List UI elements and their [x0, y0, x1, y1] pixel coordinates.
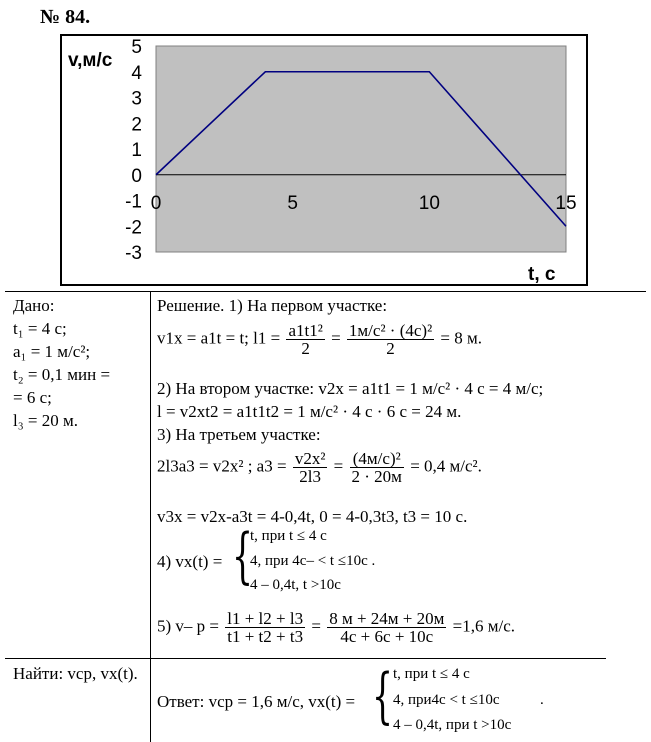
- find-line: Найти: vср, vx(t).: [13, 664, 138, 683]
- sol2-result: = 8 м.: [440, 328, 483, 348]
- y-tick-label: 2: [131, 114, 142, 136]
- given-l3: l₃ = 20 м.: [13, 411, 78, 430]
- y-tick-label: -3: [125, 243, 142, 264]
- sol6-result: = 0,4 м/с².: [410, 456, 482, 476]
- solution-line-7: v3x = v2x-a3t = 4-0,4t, 0 = 4-0,3t3, t3 = 10 c.: [157, 507, 468, 526]
- x-axis-label: t, c: [528, 264, 556, 285]
- x-tick-label: 5: [287, 192, 298, 214]
- y-tick-label: 3: [131, 88, 142, 110]
- y-tick-label: 1: [131, 140, 142, 161]
- answer-case-3: 4 – 0,4t, при t >10c: [393, 717, 512, 733]
- given-t2b: = 6 с;: [13, 388, 52, 407]
- answer-case-2: 4, при4c < t ≤10c: [393, 692, 500, 708]
- sol9-frac2: $\frac{8 м + 24м + 20м}{4c + 6c + 10c}$: [329, 609, 445, 646]
- solution-line-4: l = v2xt2 = a1t1t2 = 1 м/с² · 4 с · 6 с = 24 м.: [157, 402, 462, 421]
- vx-case-1: t, при t ≤ 4 c: [250, 528, 327, 544]
- sol6-text: 2l3a3 = v2x² ; a3 =: [157, 456, 287, 476]
- given-title: Дано:: [13, 296, 55, 315]
- y-tick-label: 4: [131, 62, 142, 84]
- plot-area: [156, 46, 566, 252]
- given-t1: t₁ = 4 с;: [13, 319, 67, 338]
- divider-top: [5, 291, 646, 292]
- divider-vertical: [150, 291, 151, 742]
- sol6-frac2: $\frac{\text{(4м/с)²}}{2 \cdot 20м}$: [351, 449, 402, 486]
- y-tick-labels: [125, 37, 142, 264]
- velocity-chart: [60, 34, 588, 286]
- answer-case-1: t, при t ≤ 4 c: [393, 666, 470, 682]
- sol2-text: v1x = a1t = t; l1 =: [157, 328, 281, 348]
- solution-line-5: 3) На третьем участке:: [157, 425, 321, 444]
- sol9-result: =1,6 м/с.: [452, 616, 516, 636]
- sol9-label: 5) v– p =: [157, 616, 219, 636]
- solution-line-3: 2) На втором участке: v2x = a1t1 = 1 м/с² · 4 с = 4 м/с;: [157, 379, 544, 398]
- sol6-frac1: $\frac{\text{v2x²}}{2l3}$: [294, 449, 326, 486]
- solution-line-2: v1x = a1t = t; l1 = $\frac{\text{a1t1²}}{2}$ = $\frac{\text{1м/с² · (4с)²}}{2}$ = 8 м.: [157, 321, 483, 358]
- brace-vx: {: [232, 521, 254, 591]
- sol2-frac1: $\frac{\text{a1t1²}}{2}$: [288, 321, 323, 358]
- y-tick-label: -1: [125, 191, 142, 213]
- brace-answer: {: [372, 661, 394, 731]
- answer-label: Ответ: vср = 1,6 м/с, vx(t) =: [157, 692, 356, 711]
- vx-case-2: 4, при 4c– < t ≤10c .: [250, 553, 376, 569]
- answer-case-2-dot: .: [540, 692, 544, 708]
- y-tick-label: -2: [125, 217, 142, 239]
- divider-bottom: [5, 658, 606, 659]
- y-tick-label: 5: [131, 37, 142, 58]
- x-tick-label: 10: [418, 192, 440, 214]
- solution-line-6: 2l3a3 = v2x² ; a3 = $\frac{\text{v2x²}}{2l3}$ = $\frac{\text{(4м/с)²}}{2 \cdot 20м}$ = 0,4 м/с².: [157, 449, 482, 486]
- vx-case-3: 4 – 0,4t, t >10c: [250, 577, 341, 593]
- x-tick-label: 0: [150, 192, 162, 214]
- given-a1: a₁ = 1 м/с²;: [13, 342, 91, 361]
- given-t2a: t₂ = 0,1 мин =: [13, 365, 111, 384]
- solution-line-9: 5) v– p = $\frac{l1 + l2 + l3}{t1 + t2 + t3}$ = $\frac{8 м + 24м + 20м}{4c + 6c + 10c}$ =1,6 м/с.: [157, 609, 516, 646]
- sol2-frac2: $\frac{\text{1м/с² · (4с)²}}{2}$: [348, 321, 433, 358]
- solution-line-8-label: 4) vx(t) =: [157, 552, 223, 571]
- y-axis-label: v,м/с: [68, 50, 113, 71]
- x-tick-label: 15: [555, 192, 577, 214]
- solution-header: Решение. 1) На первом участке:: [157, 296, 388, 315]
- sol9-frac1: $\frac{l1 + l2 + l3}{t1 + t2 + t3}$: [227, 609, 304, 646]
- problem-number: № 84.: [40, 6, 91, 28]
- y-tick-label: 0: [131, 165, 142, 187]
